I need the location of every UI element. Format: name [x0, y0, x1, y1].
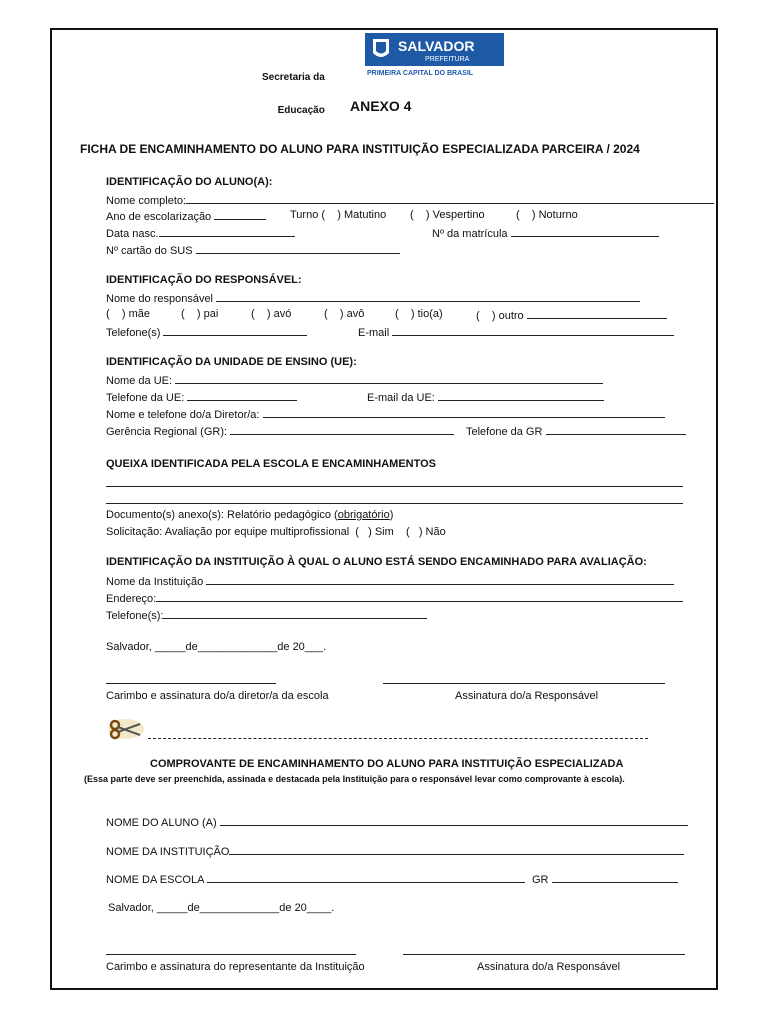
opt-avo-m[interactable]: ( ) avô	[324, 308, 365, 320]
representante-signature-label: Carimbo e assinatura do representante da Instituição	[106, 961, 365, 973]
aluno-noturno[interactable]: ( ) Noturno	[516, 209, 578, 221]
ue-nome-row	[106, 374, 603, 387]
responsavel-email-row	[358, 326, 674, 339]
aluno-nome-row	[106, 194, 714, 207]
responsavel-email-field[interactable]	[392, 326, 674, 336]
comp-escola-label: NOME DA ESCOLA	[106, 874, 204, 886]
representante-signature-line[interactable]	[106, 954, 356, 955]
ue-telefone-gr-row	[466, 425, 686, 438]
ue-telefone-label: Telefone da UE:	[106, 392, 185, 404]
inst-telefone-field[interactable]	[163, 609, 427, 619]
ue-nome-field[interactable]	[175, 374, 603, 384]
aluno-turno[interactable]: Turno ( ) Matutino	[290, 209, 387, 221]
aluno-nome-label: Nome completo:	[106, 195, 187, 207]
ue-diretor-row	[106, 408, 665, 421]
inst-endereco-row	[106, 592, 683, 605]
inst-telefone-label: Telefone(s):	[106, 610, 164, 622]
aluno-nasc-field[interactable]	[159, 227, 295, 237]
opt-pai[interactable]: ( ) pai	[181, 308, 219, 320]
aluno-sus-row	[106, 244, 400, 257]
responsavel-signature-label-1: Assinatura do/a Responsável	[455, 690, 599, 702]
responsavel-nome-label: Nome do responsável	[106, 293, 214, 305]
secretaria-logo	[262, 50, 325, 127]
responsavel-telefone-field[interactable]	[163, 326, 307, 336]
local-data-1[interactable]: Salvador, _____de_____________de 20___.	[106, 641, 327, 653]
aluno-nasc-row	[106, 227, 295, 240]
opt-avo-f[interactable]: ( ) avó	[251, 308, 292, 320]
salvador-tag: PRIMEIRA CAPITAL DO BRASIL	[367, 70, 474, 77]
opt-tio[interactable]: ( ) tio(a)	[395, 308, 443, 320]
comp-gr-field[interactable]	[552, 873, 678, 883]
salvador-sub: PREFEITURA	[425, 56, 470, 63]
ue-gerencia-label: Gerência Regional (GR):	[106, 426, 228, 438]
queixa-heading: QUEIXA IDENTIFICADA PELA ESCOLA E ENCAMINHAMENTOS	[106, 458, 437, 470]
inst-nome-row	[106, 575, 674, 588]
aluno-nome-field[interactable]	[186, 194, 714, 204]
responsavel-signature-line-1[interactable]	[383, 683, 665, 684]
cut-line	[148, 738, 648, 739]
aluno-heading: IDENTIFICAÇÃO DO ALUNO(A):	[106, 176, 273, 188]
ue-nome-label: Nome da UE:	[106, 375, 173, 387]
opt-outro[interactable]: ( ) outro	[476, 310, 524, 322]
opt-outro-row	[476, 309, 667, 322]
inst-nome-label: Nome da Instituição	[106, 576, 204, 588]
aluno-matricula-label: Nº da matrícula	[432, 228, 508, 240]
ue-telefone-gr-label: Telefone da GR	[466, 426, 543, 438]
inst-endereco-label: Endereço:	[106, 593, 157, 605]
queixa-line-2[interactable]	[106, 503, 683, 504]
ue-telefone-field[interactable]	[187, 391, 297, 401]
ue-telefone-gr-field[interactable]	[546, 425, 686, 435]
ue-telefone-row	[106, 391, 297, 404]
comp-gr-row	[532, 873, 678, 886]
inst-endereco-field[interactable]	[156, 592, 683, 602]
comprovante-subtitle: (Essa parte deve ser preenchida, assinada e destacada pela Instituição para o responsável levar como comprovante à escola).	[84, 774, 625, 784]
ue-email-label: E-mail da UE:	[367, 392, 435, 404]
comp-escola-row	[106, 873, 525, 886]
comp-instituicao-field[interactable]	[229, 845, 684, 855]
responsavel-telefone-label: Telefone(s)	[106, 327, 161, 339]
aluno-matricula-field[interactable]	[511, 227, 659, 237]
solicitacao-line[interactable]: Solicitação: Avaliação por equipe multiprofissional ( ) Sim ( ) Não	[106, 526, 446, 538]
responsavel-telefone-row	[106, 326, 307, 339]
opt-mae[interactable]: ( ) mãe	[106, 308, 151, 320]
aluno-ano-field[interactable]	[214, 210, 266, 220]
documentos-prefix: Documento(s) anexo(s): Relatório pedagógico (	[106, 509, 338, 521]
inst-nome-field[interactable]	[206, 575, 674, 585]
aluno-nasc-label: Data nasc.	[106, 228, 159, 240]
aluno-ano-row	[106, 210, 266, 223]
ue-email-row	[367, 391, 604, 404]
responsavel-signature-line-2[interactable]	[403, 954, 685, 955]
comp-instituicao-row	[106, 845, 684, 858]
comp-escola-field[interactable]	[207, 873, 525, 883]
documentos-obrigatorio: obrigatório	[337, 509, 390, 521]
comp-gr-label: GR	[532, 874, 549, 886]
ue-diretor-label: Nome e telefone do/a Diretor/a:	[106, 409, 260, 421]
salvador-logo	[365, 33, 504, 77]
comprovante-title: COMPROVANTE DE ENCAMINHAMENTO DO ALUNO PARA INSTITUIÇÃO ESPECIALIZADA	[150, 758, 624, 770]
local-data-2[interactable]: Salvador, _____de_____________de 20____.	[108, 902, 335, 914]
ue-email-field[interactable]	[438, 391, 604, 401]
annex-title: ANEXO 4	[350, 98, 412, 114]
diretor-signature-line[interactable]	[106, 683, 276, 684]
comp-aluno-field[interactable]	[220, 816, 688, 826]
aluno-sus-field[interactable]	[196, 244, 400, 254]
aluno-vespertino[interactable]: ( ) Vespertino	[410, 209, 485, 221]
responsavel-email-label: E-mail	[358, 327, 390, 339]
salvador-brand: SALVADOR	[398, 38, 475, 54]
aluno-ano-label: Ano de escolarização	[106, 211, 212, 223]
documentos-line	[106, 510, 393, 521]
ue-gerencia-row	[106, 425, 454, 438]
ue-diretor-field[interactable]	[263, 408, 665, 418]
responsavel-heading: IDENTIFICAÇÃO DO RESPONSÁVEL:	[106, 274, 302, 286]
secretaria-line1: Secretaria da	[262, 72, 325, 83]
aluno-sus-label: Nº cartão do SUS	[106, 245, 193, 257]
inst-telefone-row	[106, 609, 427, 622]
responsavel-nome-field[interactable]	[216, 292, 640, 302]
queixa-line-1[interactable]	[106, 486, 683, 487]
comp-instituicao-label: NOME DA INSTITUIÇÃO	[106, 846, 230, 858]
ue-gerencia-field[interactable]	[230, 425, 454, 435]
responsavel-signature-label-2: Assinatura do/a Responsável	[477, 961, 621, 973]
instituicao-heading: IDENTIFICAÇÃO DA INSTITUIÇÃO À QUAL O ALUNO ESTÁ SENDO ENCAMINHADO PARA AVALIAÇÃO:	[106, 556, 647, 568]
aluno-matricula-row	[432, 227, 659, 240]
salvador-crest-icon	[373, 39, 389, 57]
secretaria-line2: Educação	[277, 105, 325, 116]
comp-aluno-label: NOME DO ALUNO (A)	[106, 817, 217, 829]
documentos-suffix: )	[389, 509, 394, 521]
scissors-icon	[106, 716, 146, 742]
unidade-heading: IDENTIFICAÇÃO DA UNIDADE DE ENSINO (UE):	[106, 356, 357, 368]
responsavel-nome-row	[106, 292, 640, 305]
form-title: FICHA DE ENCAMINHAMENTO DO ALUNO PARA INSTITUIÇÃO ESPECIALIZADA PARCEIRA / 2024	[80, 142, 640, 156]
outro-field[interactable]	[527, 309, 667, 319]
diretor-signature-label: Carimbo e assinatura do/a diretor/a da escola	[106, 690, 329, 702]
comp-aluno-row	[106, 816, 688, 829]
